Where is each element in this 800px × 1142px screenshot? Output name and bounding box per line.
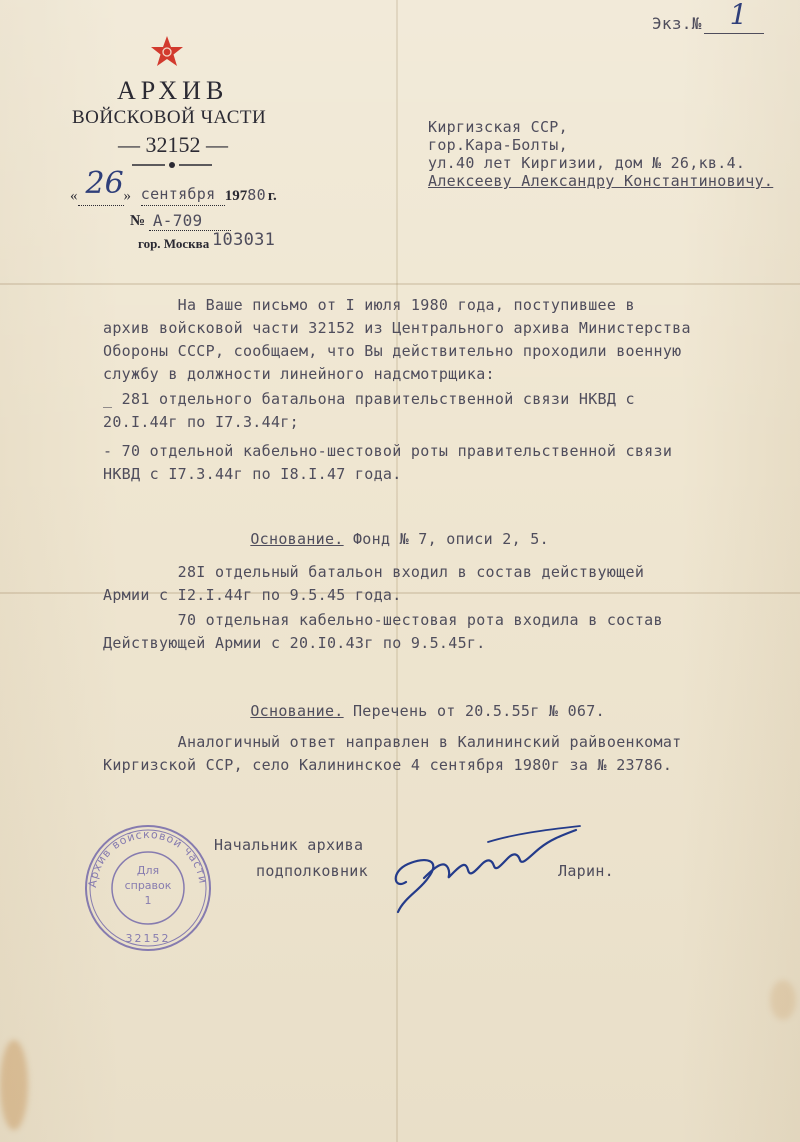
addressee-line-1: Киргизская ССР,: [428, 118, 568, 136]
signer-position-1: Начальник архива: [214, 836, 364, 854]
basis-line-2: [213, 684, 605, 738]
body-line: 70 отдельная кабельно-шестовая рота входила в состав: [103, 611, 663, 629]
basis-line-1: [213, 512, 549, 566]
basis-text: Фонд № 7, описи 2, 5.: [343, 530, 549, 548]
date-day: 26: [85, 166, 124, 201]
red-star-icon: [150, 34, 184, 68]
copy-number-line: [652, 0, 764, 34]
date-year-suffix: г.: [267, 188, 277, 204]
archive-subtitle: ВОЙСКОВОЙ ЧАСТИ: [72, 107, 267, 128]
city-label: гор. Москва: [138, 236, 210, 251]
unit-number: — 32152 —: [118, 132, 228, 157]
body-line: НКВД с I7.3.44г по I8.I.47 года.: [103, 465, 402, 483]
addressee-line-4: Алексееву Александру Константиновичу.: [428, 172, 774, 190]
body-line: архив войсковой части 32152 из Центрального архива Министерства: [103, 319, 691, 337]
number-blank: [149, 213, 231, 231]
date-month-blank: [140, 185, 225, 206]
date-close-quote: »: [123, 188, 131, 204]
body-line: службу в должности линейного надсмотрщика:: [103, 365, 495, 383]
copy-number-blank: [704, 0, 764, 34]
body-line: Аналогичный ответ направлен в Калининский райвоенкомат: [103, 733, 682, 751]
body-line: Армии с I2.I.44г по 9.5.45 года.: [103, 586, 402, 604]
signer-position-2: подполковник: [256, 862, 368, 880]
signer-name: Ларин.: [558, 862, 614, 880]
fold-line: [0, 283, 800, 285]
body-line: 20.I.44г по I7.3.44г;: [103, 413, 299, 431]
body-line: Обороны СССР, сообщаем, что Вы действительно проходили военную: [103, 342, 682, 360]
number-line: [130, 213, 231, 231]
paper-stain: [770, 980, 796, 1020]
body-line: Действующей Армии с 20.I0.43г по 9.5.45г.: [103, 634, 486, 652]
paper-stain: [0, 1040, 28, 1130]
stamp-center-line-1: Для: [136, 864, 160, 877]
number-prefix: №: [130, 213, 146, 229]
divider-ornament: [132, 160, 212, 170]
body-line: _ 281 отдельного батальона правительственной связи НКВД с: [103, 390, 635, 408]
archive-title: АРХИВ: [117, 76, 229, 105]
date-year-written: 80: [247, 186, 266, 204]
number-value: А-709: [152, 211, 203, 230]
date-year-printed: 197: [224, 188, 248, 204]
postal-code: 103031: [212, 230, 276, 250]
body-line: На Ваше письмо от I июля 1980 года, поступившее в: [103, 296, 635, 314]
handwritten-signature: [384, 820, 594, 920]
basis-label: Основание.: [250, 530, 344, 548]
stamp-center-line-3: 1: [144, 894, 152, 907]
copy-label: Экз.№: [652, 14, 702, 33]
stamp-center-line-2: справок: [124, 879, 172, 892]
stamp-number: 32152: [125, 932, 171, 945]
body-line: 28I отдельный батальон входил в состав действующей: [103, 563, 645, 581]
basis-label: Основание.: [250, 702, 344, 720]
date-line: [70, 166, 277, 206]
body-line: - 70 отдельной кабельно-шестовой роты правительственной связи: [103, 442, 673, 460]
body-line: Киргизской ССР, село Калининское 4 сентября 1980г за № 23786.: [103, 756, 673, 774]
addressee-line-2: гор.Кара-Болты,: [428, 136, 568, 154]
stamp-ring-text: Архив войсковой части: [85, 827, 210, 889]
copy-number: 1: [729, 0, 748, 31]
addressee-line-3: ул.40 лет Киргизии, дом № 26,кв.4.: [428, 154, 746, 172]
date-month: сентября: [140, 185, 216, 203]
round-stamp: [78, 822, 218, 954]
basis-text: Перечень от 20.5.55г № 067.: [343, 702, 605, 720]
date-open-quote: «: [70, 188, 78, 204]
date-day-blank: [78, 166, 124, 206]
